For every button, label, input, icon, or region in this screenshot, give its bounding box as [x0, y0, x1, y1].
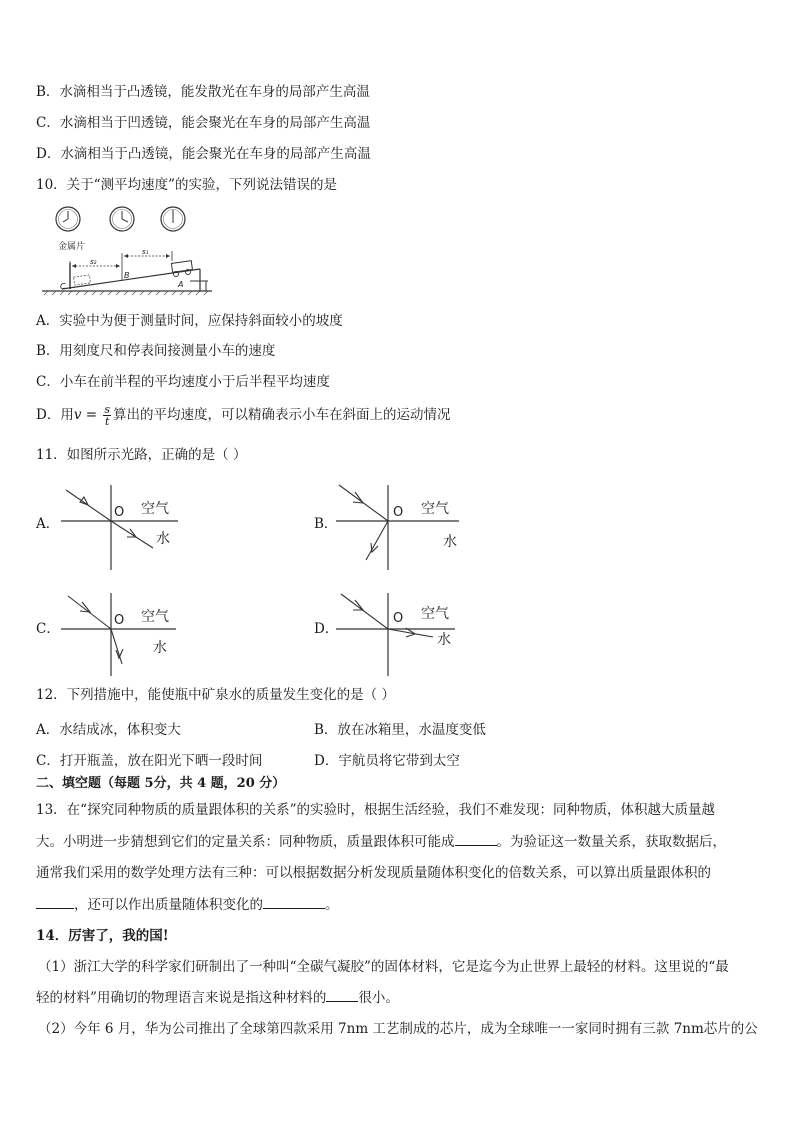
- q11-diagram-d: [333, 588, 463, 680]
- q10-incline-figure: [40, 203, 215, 298]
- formula-eq: =: [81, 407, 102, 423]
- q14-part1-line-2a: 轻的材料”用确切的物理语言来说是指这种材料的: [36, 990, 327, 1006]
- air-label: 空气: [141, 501, 169, 517]
- air-label: 空气: [421, 606, 449, 622]
- q9-option-d: D．水滴相当于凸透镜，能会聚光在车身的局部产生高温: [36, 146, 371, 162]
- point-o-label: O: [114, 505, 125, 520]
- q11-stem: 11．如图所示光路，正确的是（ ）: [36, 447, 247, 463]
- figure-label-c: C: [60, 282, 66, 291]
- q11-diagram-c: [58, 588, 183, 680]
- q10-stem: 10．关于“测平均速度”的实验，下列说法错误的是: [36, 177, 337, 193]
- q14-part1-line-2b: 很小。: [358, 990, 399, 1006]
- figure-label-s1: s₁: [142, 248, 149, 256]
- q13-line-2a: 大。小明进一步猜想到它们的定量关系：同种物质，质量跟体积可能成: [36, 834, 455, 850]
- air-label: 空气: [141, 609, 169, 625]
- q13-line-4a: ，还可以作出质量随体积变化的: [74, 897, 263, 913]
- q10-option-d-suffix: 算出的平均速度，可以精确表示小车在斜面上的运动情况: [113, 407, 451, 423]
- q12-option-b: B．放在冰箱里，水温度变低: [314, 722, 486, 738]
- q9-option-b: B．水滴相当于凸透镜，能发散光在车身的局部产生高温: [36, 84, 370, 100]
- q11-diagram-b: [333, 480, 463, 575]
- water-label: 水: [443, 534, 457, 550]
- q13-line-2b: 。为验证这一数量关系，获取数据后，: [496, 834, 726, 850]
- q12-stem: 12．下列措施中，能使瓶中矿泉水的质量发生变化的是（ ）: [36, 687, 395, 703]
- q14-part2-line-1: （2）今年 6 月，华为公司推出了全球第四款采用 7nm 工艺制成的芯片，成为全球唯一一家同时拥有三款 7nm芯片的公: [38, 1021, 758, 1037]
- q12-option-d: D．宇航员将它带到太空: [314, 753, 460, 769]
- water-label: 水: [153, 640, 167, 656]
- stopwatch-icon: [56, 207, 80, 231]
- q10-option-d: [36, 404, 451, 427]
- q10-option-a: A．实验中为便于测量时间，应保持斜面较小的坡度: [36, 313, 343, 329]
- q11-label-b: B．: [314, 516, 338, 532]
- answer-blank[interactable]: [36, 896, 74, 909]
- answer-blank[interactable]: [263, 896, 325, 909]
- water-label: 水: [156, 531, 170, 547]
- point-o-label: O: [393, 611, 404, 626]
- q14-part1-line-1: （1）浙江大学的科学家们研制出了一种叫“全碳气凝胶”的固体材料，它是迄今为止世界上最轻的材料。这里说的“最: [38, 959, 729, 975]
- water-label: 水: [437, 632, 451, 648]
- q13-line-4: [36, 896, 339, 914]
- q13-line-1: 13．在“探究同种物质的质量跟体积的关系”的实验时，根据生活经验，我们不难发现：同种物质，体积越大质量越: [36, 802, 715, 818]
- q10-option-b: B．用刻度尺和停表间接测量小车的速度: [36, 343, 276, 359]
- answer-blank[interactable]: [326, 989, 358, 1002]
- q14-stem: 14．厉害了，我的国!: [36, 928, 169, 944]
- figure-label-a: A: [178, 280, 184, 289]
- q12-option-a: A．水结成冰，体积变大: [36, 722, 181, 738]
- formula-denominator: t: [104, 415, 110, 428]
- figure-label-metal: 金属片: [58, 242, 86, 252]
- q11-label-c: C．: [36, 621, 60, 637]
- q14-part1-line-2: [36, 989, 399, 1007]
- q11-diagram-a: [58, 480, 183, 575]
- q13-line-4b: 。: [325, 897, 339, 913]
- q9-option-c: C．水滴相当于凹透镜，能会聚光在车身的局部产生高温: [36, 115, 371, 131]
- q13-line-3: 通常我们采用的数学处理方法有三种：可以根据数据分析发现质量随体积变化的倍数关系，可以算出质量跟体积的: [36, 865, 711, 881]
- stopwatch-icon: [161, 207, 185, 231]
- stopwatch-icon: [110, 207, 134, 231]
- figure-label-s2: s₂: [90, 258, 97, 266]
- q10-option-c: C．小车在前半程的平均速度小于后半程平均速度: [36, 374, 330, 390]
- formula-v: v: [73, 407, 82, 423]
- formula-numerator: s: [104, 403, 111, 416]
- point-o-label: O: [114, 613, 125, 628]
- q11-label-d: D．: [314, 621, 339, 637]
- q12-option-c: C．打开瓶盖，放在阳光下晒一段时间: [36, 753, 263, 769]
- q10-option-d-prefix: D．用: [36, 407, 74, 423]
- answer-blank[interactable]: [455, 833, 497, 846]
- point-o-label: O: [393, 505, 404, 520]
- air-label: 空气: [421, 501, 449, 517]
- q13-line-2: [36, 833, 726, 851]
- formula-fraction: [103, 404, 111, 427]
- section-title: 二、填空题（每题 5分，共 4 题，20 分）: [36, 776, 286, 791]
- figure-label-b: B: [124, 271, 130, 280]
- q11-label-a: A．: [36, 516, 60, 532]
